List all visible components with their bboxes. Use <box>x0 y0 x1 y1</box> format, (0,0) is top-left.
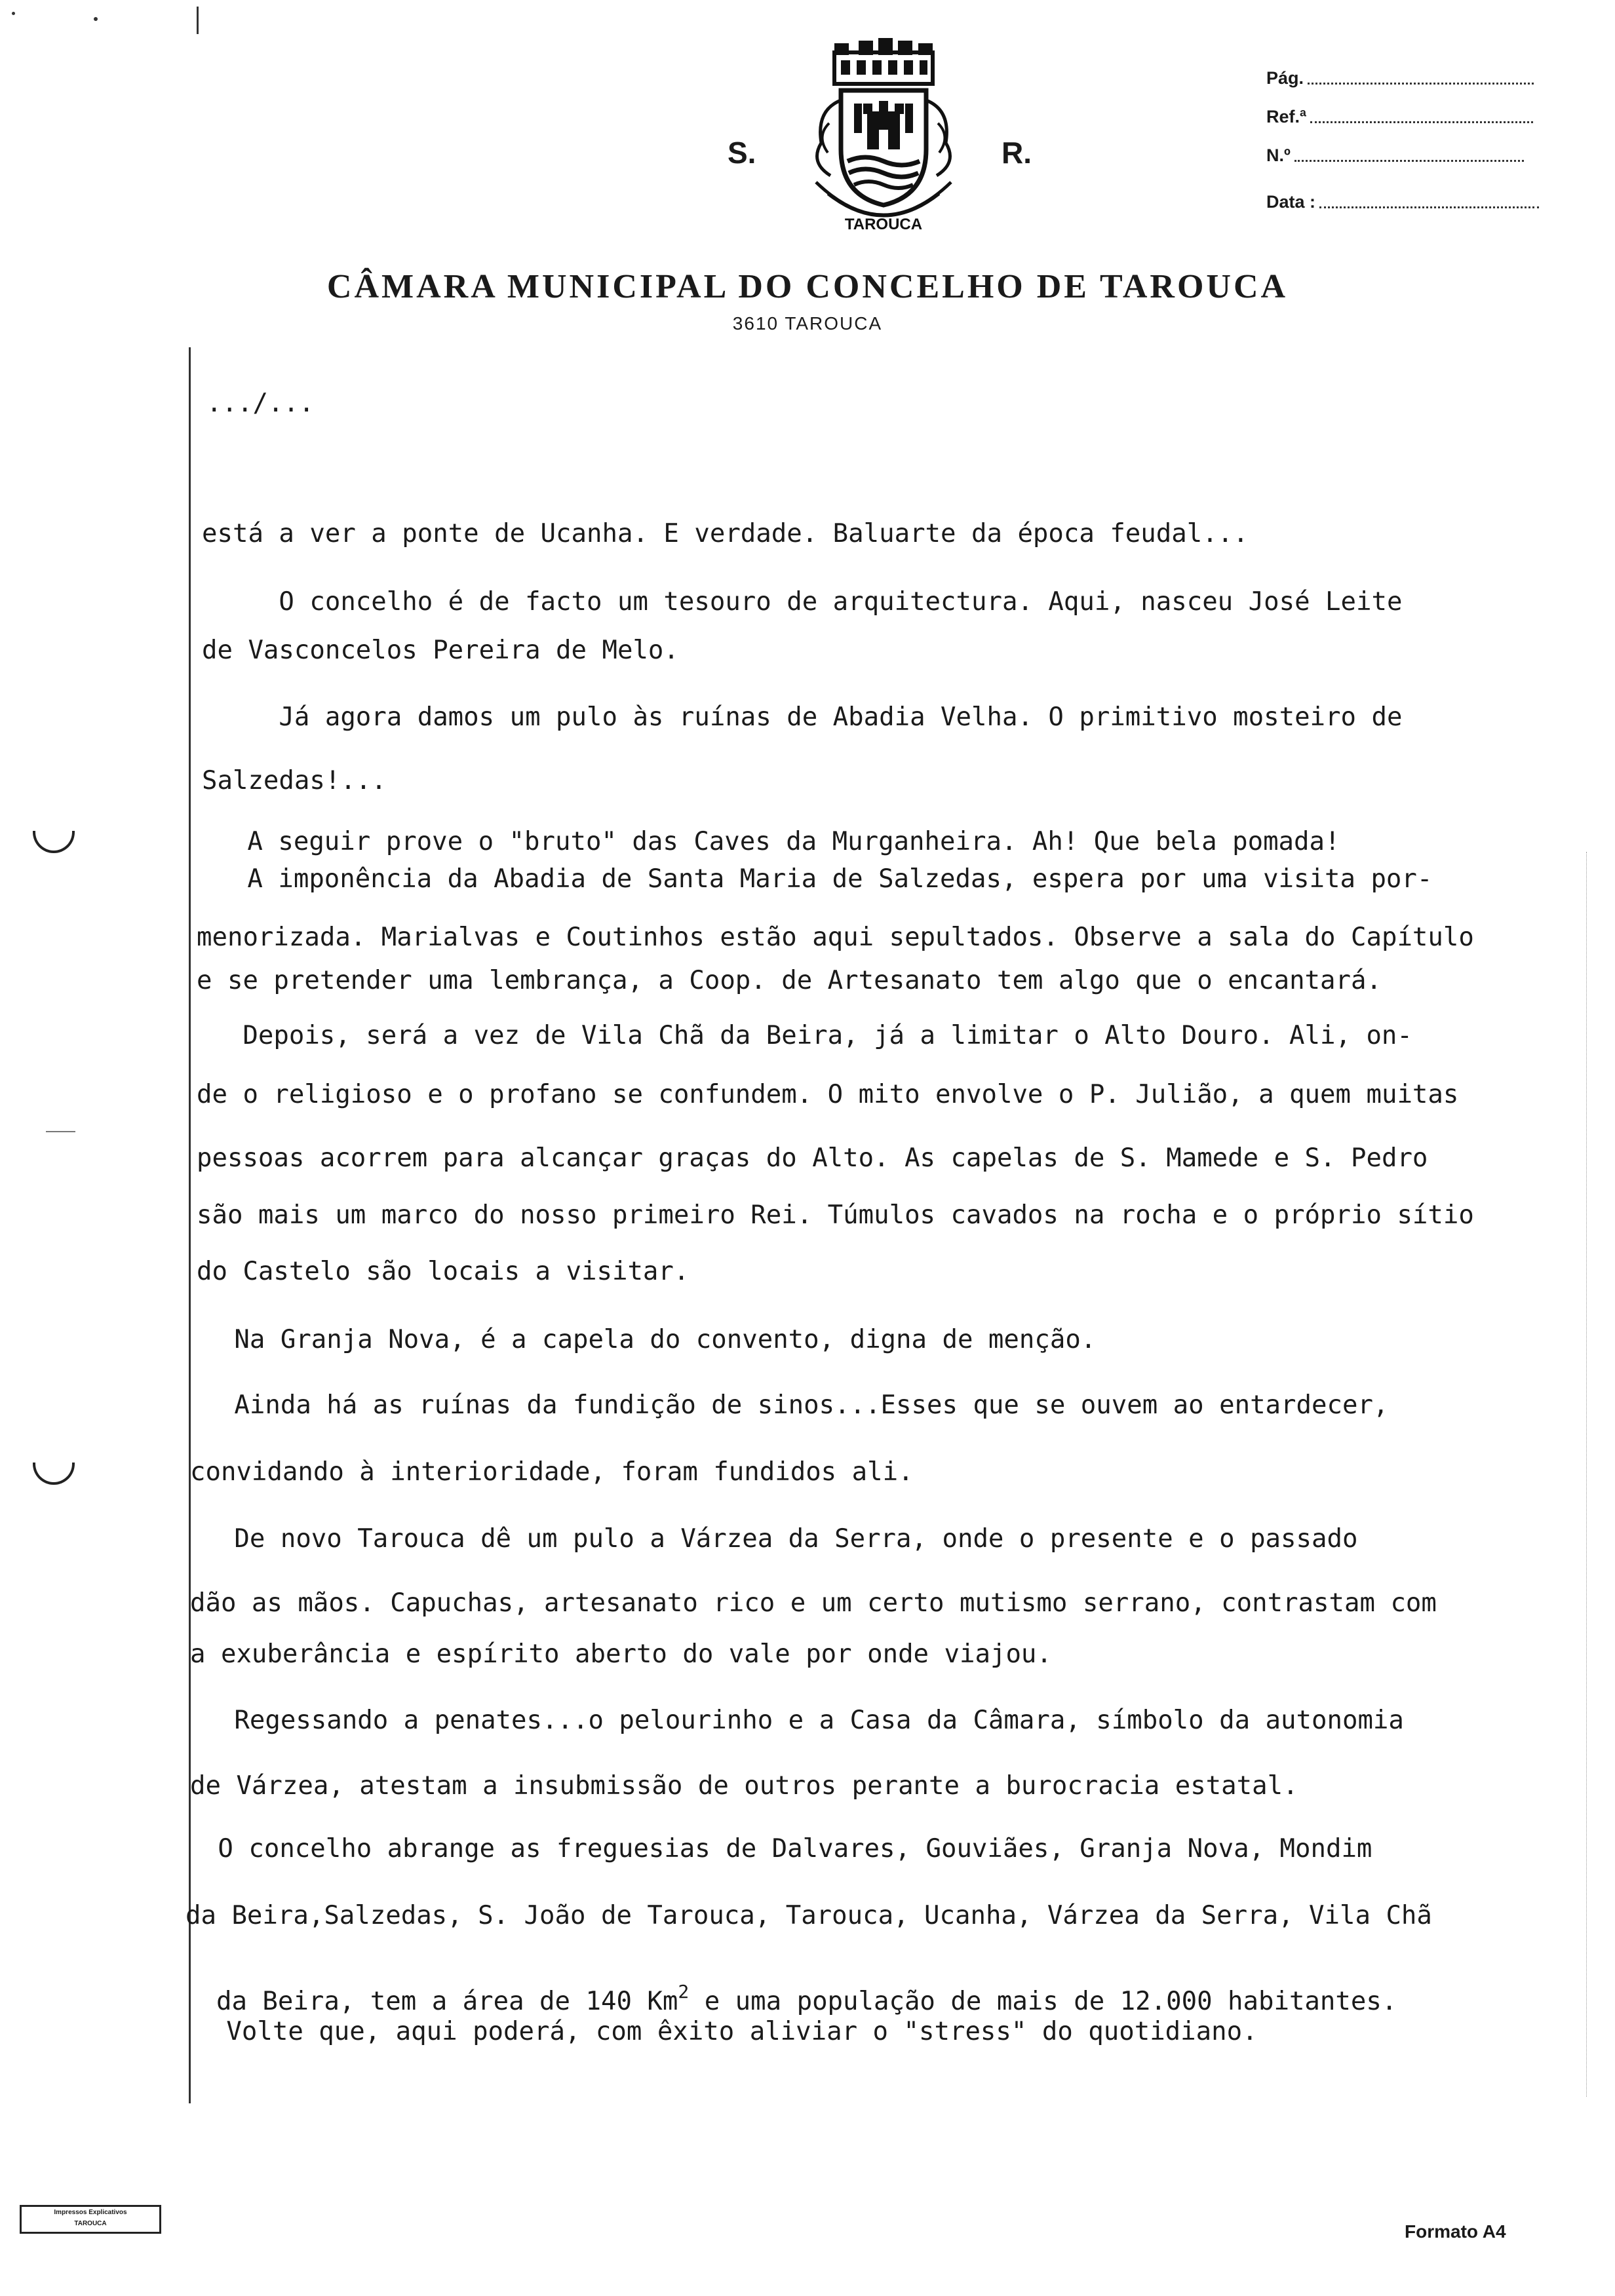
body-line-with-superscript <box>185 1963 1397 2014</box>
body-line: O concelho é de facto um tesouro de arquitectura. Aqui, nasceu José Leite <box>202 587 1403 617</box>
superscript-two: 2 <box>678 1981 690 2002</box>
body-line: Regessando a penates...o pelourinho e a Casa da Câmara, símbolo da autonomia <box>157 1706 1404 1735</box>
council-name: CÂMARA MUNICIPAL DO CONCELHO DE TAROUCA <box>326 268 1289 305</box>
body-line: são mais um marco do nosso primeiro Rei. Túmulos cavados na rocha e o próprio sítio <box>197 1200 1474 1230</box>
body-line: de Vasconcelos Pereira de Melo. <box>202 636 679 665</box>
corner-dot <box>12 12 15 15</box>
ref-field-label: N.º <box>1266 145 1291 165</box>
body-line: Volte que, aqui poderá, com êxito aliviar o "stress" do quotidiano. <box>149 2017 1258 2046</box>
top-tick-mark <box>197 7 199 34</box>
municipal-coat-of-arms <box>790 38 977 244</box>
ref-field-label: Pág. <box>1266 68 1304 88</box>
ref-field-reference <box>1266 107 1533 127</box>
right-edge-rule <box>1586 852 1587 2097</box>
body-line: de o religioso e o profano se confundem. O mito envolve o P. Julião, a quem muitas <box>197 1080 1459 1109</box>
ref-field-date <box>1266 192 1539 212</box>
binding-hole-mark <box>33 1463 75 1485</box>
s-letter: S. <box>728 136 756 170</box>
format-label: Formato A4 <box>1405 2221 1506 2242</box>
ref-field-dotted-line <box>1319 206 1539 208</box>
stamp-line: Impressos Explicativos <box>54 2209 127 2216</box>
ref-field-page <box>1266 68 1534 88</box>
body-line: a exuberância e espírito aberto do vale por onde viajou. <box>190 1639 1052 1669</box>
fold-mark <box>46 1131 75 1132</box>
body-line: De novo Tarouca dê um pulo a Várzea da Serra, onde o presente e o passado <box>157 1524 1358 1554</box>
body-line: A seguir prove o "bruto" das Caves da Murganheira. Ah! Que bela pomada! <box>170 827 1340 856</box>
body-line: e se pretender uma lembrança, a Coop. de Artesanato tem algo que o encantará. <box>197 966 1382 995</box>
r-letter: R. <box>1002 136 1032 170</box>
body-line: está a ver a ponte de Ucanha. E verdade. Baluarte da época feudal... <box>202 519 1249 548</box>
binding-hole-mark <box>33 831 75 853</box>
continuation-mark: .../... <box>206 389 315 418</box>
crest-ribbon-text: TAROUCA <box>844 216 923 233</box>
corner-dot <box>94 17 98 21</box>
body-line: Na Granja Nova, é a capela do convento, digna de menção. <box>157 1325 1097 1354</box>
ref-field-dotted-line <box>1294 160 1524 162</box>
body-line-text: da Beira, tem a área de 140 Km <box>216 1987 678 2016</box>
ref-field-dotted-line <box>1310 121 1533 123</box>
ref-field-label: Ref.ª <box>1266 107 1307 126</box>
body-line: do Castelo são locais a visitar. <box>197 1257 690 1286</box>
body-line: Depois, será a vez de Vila Chã da Beira, já a limitar o Alto Douro. Ali, on- <box>166 1021 1412 1050</box>
ref-field-number <box>1266 145 1524 166</box>
ref-field-label: Data : <box>1266 192 1316 212</box>
body-line: da Beira,Salzedas, S. João de Tarouca, Tarouca, Ucanha, Várzea da Serra, Vila Chã <box>185 1901 1432 1930</box>
body-line: pessoas acorrem para alcançar graças do Alto. As capelas de S. Mamede e S. Pedro <box>197 1143 1428 1173</box>
body-line: menorizada. Marialvas e Coutinhos estão aqui sepultados. Observe a sala do Capítulo <box>197 923 1474 952</box>
ref-field-dotted-line <box>1308 83 1534 85</box>
body-line: Já agora damos um pulo às ruínas de Abadia Velha. O primitivo mosteiro de <box>202 702 1403 732</box>
body-line: A imponência da Abadia de Santa Maria de Salzedas, espera por uma visita por- <box>170 864 1433 894</box>
body-line: O concelho abrange as freguesias de Dalvares, Gouviães, Granja Nova, Mondim <box>141 1834 1372 1864</box>
body-line: de Várzea, atestam a insubmissão de outros perante a burocracia estatal. <box>190 1771 1298 1801</box>
body-line: dão as mãos. Capuchas, artesanato rico e um certo mutismo serrano, contrastam com <box>190 1588 1437 1618</box>
body-line: Salzedas!... <box>202 766 387 795</box>
postal-address: 3610 TAROUCA <box>732 313 883 334</box>
body-line: Ainda há as ruínas da fundição de sinos...Esses que se ouvem ao entardecer, <box>157 1390 1389 1420</box>
body-line-text: e uma população de mais de 12.000 habitantes. <box>689 1987 1397 2016</box>
body-line: convidando à interioridade, foram fundidos ali. <box>190 1457 914 1487</box>
printer-stamp <box>20 2205 161 2234</box>
stamp-line: TAROUCA <box>74 2220 107 2227</box>
